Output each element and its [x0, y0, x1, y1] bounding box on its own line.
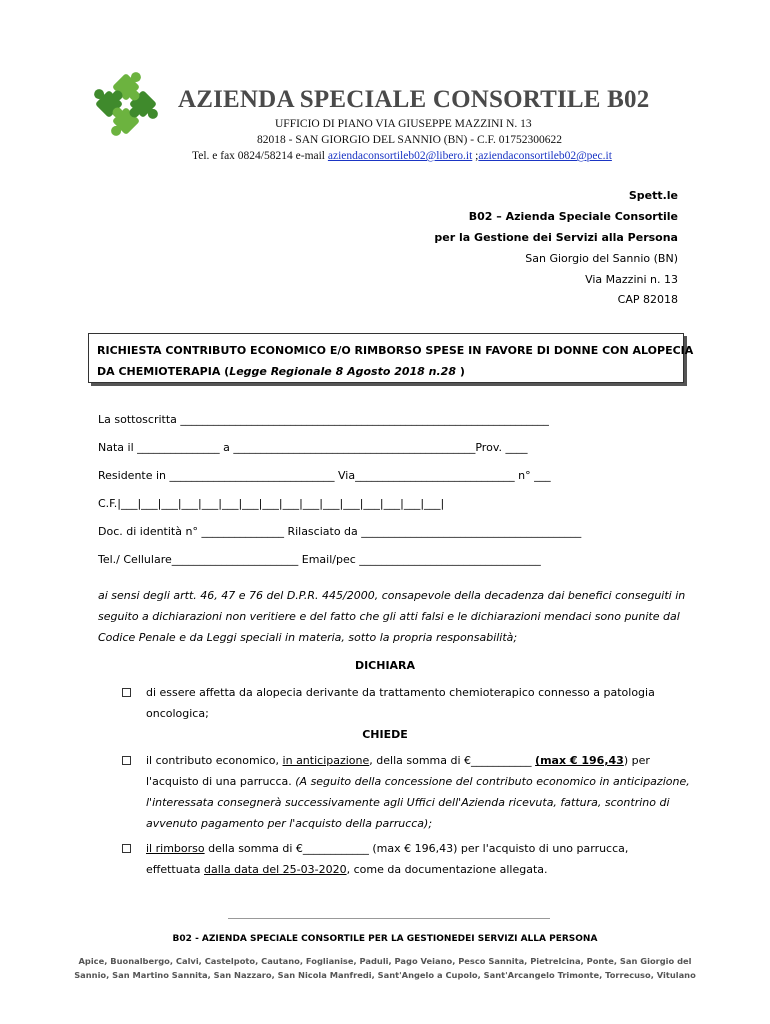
field-id-document[interactable]: Doc. di identità n° _______________ Rilasciato da ________________________________________	[98, 525, 582, 538]
request-title-box	[88, 333, 694, 383]
email-link-pec[interactable]: aziendaconsortileb02@pec.it	[478, 150, 612, 162]
footer-municipalities-line-2: Sannio, San Martino Sannita, San Nazzaro, San Nicola Manfredi, Sant'Angelo a Cupolo, Sant'Arcangelo Trimonte, Torrecuso, Vitulano	[74, 970, 696, 980]
field-birth-date-place[interactable]: Nata il _______________ a ____________________________________________Prov. ____	[98, 441, 528, 454]
recipient-city: San Giorgio del Sannio (BN)	[525, 252, 678, 265]
chiede-item1-line-4: avvenuto pagamento per l'acquisto della parrucca);	[146, 817, 433, 830]
dichiara-heading: DICHIARA	[354, 659, 416, 672]
checkbox-advance-contribution[interactable]	[122, 756, 131, 765]
dichiara-item-line-2: oncologica;	[146, 707, 209, 720]
field-residence[interactable]: Residente in ______________________________ Via_____________________________ n° ___	[98, 469, 551, 482]
title-line-1: RICHIESTA CONTRIBUTO ECONOMICO E/O RIMBORSO SPESE IN FAVORE DI DONNE CON ALOPECIA	[97, 344, 694, 357]
footer-municipalities-line-1: Apice, Buonalbergo, Calvi, Castelpoto, Cautano, Foglianise, Paduli, Pago Veiano, Pesco Sannita, Pietrelcina, Ponte, San Giorgio del	[78, 956, 692, 966]
recipient-name: B02 – Azienda Speciale Consortile	[468, 210, 678, 223]
header-contacts	[192, 150, 612, 162]
email-link-libero[interactable]: aziendaconsortileb02@libero.it	[327, 150, 473, 162]
organization-name: AZIENDA SPECIALE CONSORTILE B02	[178, 86, 650, 113]
footer-title: B02 - AZIENDA SPECIALE CONSORTILE PER LA GESTIONEDEI SERVIZI ALLA PERSONA	[172, 934, 598, 944]
checkbox-alopecia[interactable]	[122, 688, 131, 697]
recipient-department: per la Gestione dei Servizi alla Persona	[434, 231, 678, 244]
chiede-item2-line-1: il rimborso della somma di €____________ (max € 196,43) per l'acquisto di uno parrucca,	[146, 842, 629, 855]
header-office-address: UFFICIO DI PIANO VIA GIUSEPPE MAZZINI N. 13	[275, 118, 532, 130]
organization-logo-puzzle-icon	[80, 58, 172, 150]
checkbox-reimbursement[interactable]	[122, 844, 131, 853]
field-sottoscritta[interactable]: La sottoscritta ___________________________________________________________________	[98, 413, 549, 426]
chiede-item1-line-3: l'interessata consegnerà successivamente agli Uffici dell'Azienda ricevuta, fattura, scontrino di	[146, 796, 670, 809]
declaration-line-3: Codice Penale e da Leggi speciali in materia, sotto la propria responsabilità;	[98, 631, 518, 644]
chiede-item2-line-2: effettuata dalla data del 25-03-2020, come da documentazione allegata.	[146, 863, 548, 876]
field-tax-code[interactable]: C.F.|___|___|___|___|___|___|___|___|___|___|___|___|___|___|___|___|	[98, 497, 445, 510]
header-city-tax-code: 82018 - SAN GIORGIO DEL SANNIO (BN) - C.F. 01752300622	[257, 134, 562, 146]
title-line-2: DA CHEMIOTERAPIA (Legge Regionale 8 Agosto 2018 n.28 )	[97, 365, 465, 378]
dichiara-item-line-1: di essere affetta da alopecia derivante da trattamento chemioterapico connesso a patologia	[146, 686, 655, 699]
footer-divider	[228, 918, 550, 919]
declaration-line-2: seguito a dichiarazioni non veritiere e del fatto che gli atti falsi e le dichiarazioni mendaci sono punite dal	[98, 610, 680, 623]
recipient-postcode: CAP 82018	[617, 293, 678, 306]
recipient-street: Via Mazzini n. 13	[585, 273, 678, 286]
chiede-item1-line-1: il contributo economico, in anticipazione, della somma di €___________ (max € 196,43) per	[146, 754, 650, 767]
chiede-heading: CHIEDE	[362, 728, 408, 741]
law-reference: Legge Regionale 8 Agosto 2018 n.28	[229, 365, 456, 378]
header-phone-text: Tel. e fax 0824/58214 e-mail	[192, 150, 328, 162]
chiede-item1-line-2: l'acquisto di una parrucca. (A seguito della concessione del contributo economico in anticipazione,	[146, 775, 690, 788]
field-phone-email[interactable]: Tel./ Cellulare_______________________ Email/pec _________________________________	[98, 553, 541, 566]
recipient-salutation: Spett.le	[628, 189, 678, 202]
email-separator: ;	[472, 150, 479, 162]
declaration-line-1: ai sensi degli artt. 46, 47 e 76 del D.P.R. 445/2000, consapevole della decadenza dai benefici conseguiti in	[98, 589, 686, 602]
